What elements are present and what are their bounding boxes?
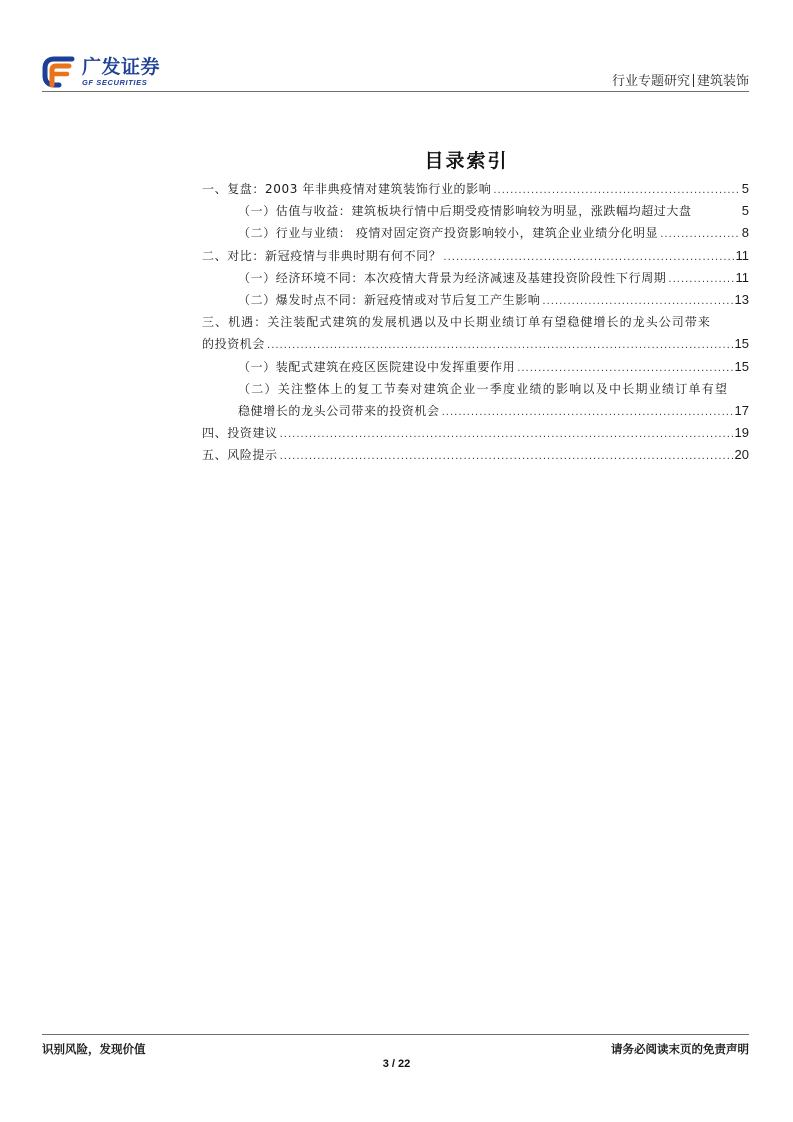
toc-entry[interactable] xyxy=(202,178,749,200)
toc-entry-page: 13 xyxy=(734,291,749,307)
toc-leader-dots xyxy=(493,180,739,202)
toc-leader-dots xyxy=(442,402,733,424)
toc-entry-label: 四、投资建议 xyxy=(202,426,278,441)
toc-entry-label: 的投资机会 xyxy=(202,337,266,352)
toc-leader-dots xyxy=(443,247,733,269)
toc-leader-dots xyxy=(668,269,733,291)
header-separator xyxy=(693,74,694,87)
toc-entry-continuation[interactable] xyxy=(202,400,749,422)
toc-entry-continuation[interactable] xyxy=(202,333,749,355)
toc-leader-dots xyxy=(517,358,732,380)
toc-entry-page: 5 xyxy=(741,181,749,196)
page-header xyxy=(42,52,749,92)
toc-leader-dots xyxy=(542,291,732,313)
toc-subentry[interactable] xyxy=(202,356,749,378)
toc-entry-label: （一）估值与收益：建筑板块行情中后期受疫情影响较为明显，涨跌幅均超过大盘 xyxy=(238,204,692,219)
toc-leader-dots xyxy=(280,424,733,446)
toc-entry-page: 11 xyxy=(735,247,749,263)
toc-entry-label: 五、风险提示 xyxy=(202,448,278,463)
toc-entry[interactable] xyxy=(202,311,749,333)
gf-logo-icon xyxy=(42,56,76,88)
toc-leader-dots xyxy=(280,446,733,468)
logo-english-name: GF SECURITIES xyxy=(82,77,148,87)
toc-entry-label: 稳健增长的龙头公司带来的投资机会 xyxy=(238,403,440,418)
footer-disclaimer: 请务必阅读末页的免责声明 xyxy=(611,1042,749,1056)
toc-entry-page: 11 xyxy=(735,269,749,285)
toc-entry-label: 一、复盘：2003 年非典疫情对建筑装饰行业的影响 xyxy=(202,182,492,196)
report-category xyxy=(612,70,749,89)
toc-title: 目录索引 xyxy=(424,150,509,172)
company-logo xyxy=(42,56,160,88)
toc-entry-page: 15 xyxy=(734,358,749,374)
toc-entry-label: （一）装配式建筑在疫区医院建设中发挥重要作用 xyxy=(238,359,516,374)
toc-entry[interactable] xyxy=(202,422,749,444)
toc-subentry[interactable] xyxy=(202,289,749,311)
footer-divider xyxy=(42,1034,749,1035)
table-of-contents xyxy=(202,178,749,466)
toc-entry-page: 15 xyxy=(734,336,749,352)
page-number: 3 / 22 xyxy=(382,1058,411,1070)
toc-entry-label: （一）经济环境不同：本次疫情大背景为经济减速及基建投资阶段性下行周期 xyxy=(238,270,667,285)
toc-entry-label: 三、机遇：关注装配式建筑的发展机遇以及中长期业绩订单有望稳健增长的龙头公司带来 xyxy=(202,315,711,330)
toc-subentry[interactable] xyxy=(202,378,749,400)
toc-entry-page: 20 xyxy=(734,447,749,463)
toc-leader-dots xyxy=(660,224,740,246)
report-industry: 建筑装饰 xyxy=(696,74,749,89)
logo-chinese-name: 广发证券 xyxy=(82,55,161,78)
toc-entry-page: 5 xyxy=(741,203,749,219)
toc-entry-page: 17 xyxy=(734,402,749,418)
toc-entry-page: 8 xyxy=(741,225,749,241)
toc-subentry[interactable] xyxy=(202,222,749,244)
toc-entry-label: （二）行业与业绩： 疫情对固定资产投资影响较小，建筑企业业绩分化明显 xyxy=(238,226,659,241)
toc-subentry[interactable] xyxy=(202,267,749,289)
header-divider xyxy=(42,91,749,92)
toc-entry-label: （二）爆发时点不同：新冠疫情或对节后复工产生影响 xyxy=(238,292,541,307)
toc-entry-page: 19 xyxy=(734,425,749,441)
toc-leader-dots xyxy=(267,335,733,357)
report-type: 行业专题研究 xyxy=(611,74,690,89)
toc-entry[interactable] xyxy=(202,444,749,466)
toc-entry-label: 二、对比：新冠疫情与非典时期有何不同？ xyxy=(202,248,442,263)
footer-slogan: 识别风险，发现价值 xyxy=(42,1042,146,1056)
toc-entry-label: （二）关注整体上的复工节奏对建筑企业一季度业绩的影响以及中长期业绩订单有望 xyxy=(238,381,729,396)
toc-entry[interactable] xyxy=(202,245,749,267)
toc-subentry[interactable] xyxy=(202,200,749,222)
